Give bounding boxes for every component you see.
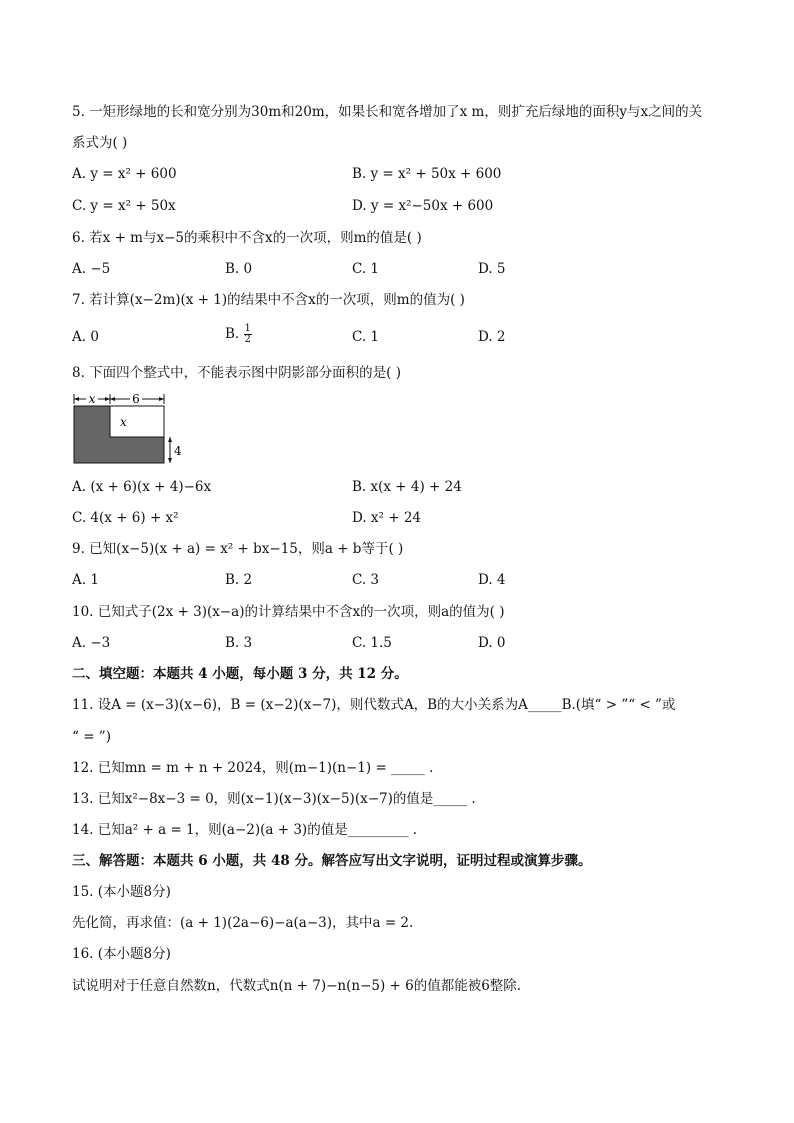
q8-option-c: C. 4(x + 6) + x²: [72, 510, 179, 526]
q15-title: 15. (本小题8分): [72, 884, 171, 900]
q10-option-c: C. 1.5: [352, 635, 392, 651]
fig-label-x-top: x: [88, 392, 96, 406]
q9-stem: 9. 已知(x−5)(x + a) = x² + bx−15，则a + b等于( ): [72, 541, 404, 557]
q7-option-d: D. 2: [478, 329, 506, 345]
section-solution-heading: 三、解答题：本题共 6 小题，共 48 分。解答应写出文字说明，证明过程或演算步骤。: [72, 853, 592, 869]
q5-stem-line2: 系式为( ): [72, 135, 128, 151]
fig-label-x-inner: x: [120, 415, 127, 429]
q10-option-d: D. 0: [478, 635, 506, 651]
q14: 14. 已知a² + a = 1，则(a−2)(a + 3)的值是_________ .: [72, 822, 418, 838]
q10-stem: 10. 已知式子(2x + 3)(x−a)的计算结果中不含x的一次项，则a的值为( ): [72, 604, 505, 620]
fig-label-4: 4: [174, 444, 182, 458]
q5-option-a: A. y = x² + 600: [72, 166, 177, 182]
q7-stem: 7. 若计算(x−2m)(x + 1)的结果中不含x的一次项，则m的值为( ): [72, 292, 465, 308]
q12: 12. 已知mn = m + n + 2024，则(m−1)(n−1) = _____ .: [72, 760, 434, 776]
q6-option-a: A. −5: [72, 261, 111, 277]
q6-stem: 6. 若x + m与x−5的乘积中不含x的一次项，则m的值是( ): [72, 230, 422, 246]
q6-option-d: D. 5: [478, 261, 506, 277]
fraction-numerator: 1: [244, 323, 251, 334]
q9-option-c: C. 3: [352, 572, 380, 588]
q7-option-c: C. 1: [352, 329, 380, 345]
q16-title: 16. (本小题8分): [72, 946, 171, 962]
q8-option-d: D. x² + 24: [352, 510, 422, 526]
q15-body: 先化简，再求值：(a + 1)(2a−6)−a(a−3)，其中a = 2.: [72, 915, 414, 931]
q6-option-c: C. 1: [352, 261, 380, 277]
q11-line2: “ = ”): [72, 729, 111, 745]
q5-option-c: C. y = x² + 50x: [72, 198, 176, 214]
q8-shaded-figure: [72, 391, 192, 467]
q8-option-b: B. x(x + 4) + 24: [352, 479, 462, 495]
q5-option-b: B. y = x² + 50x + 600: [352, 166, 502, 182]
q7-option-a: A. 0: [72, 329, 99, 345]
q10-option-b: B. 3: [225, 635, 253, 651]
q16-body: 试说明对于任意自然数n，代数式n(n + 7)−n(n−5) + 6的值都能被6整除.: [72, 978, 522, 994]
q9-option-a: A. 1: [72, 572, 99, 588]
fig-label-6: 6: [132, 392, 140, 406]
q13: 13. 已知x²−8x−3 = 0，则(x−1)(x−3)(x−5)(x−7)的值是_____ .: [72, 791, 476, 807]
q7-option-b: [225, 324, 252, 345]
q7-option-b-label: B.: [225, 326, 240, 342]
q10-option-a: A. −3: [72, 635, 111, 651]
q11-line1: 11. 设A = (x−3)(x−6)，B = (x−2)(x−7)，则代数式A，B的大小关系为A_____B.(填“ > ”“ < ”或: [72, 697, 676, 713]
q7-option-b-fraction: [244, 324, 252, 345]
q8-stem: 8. 下面四个整式中，不能表示图中阴影部分面积的是( ): [72, 365, 401, 381]
q5-option-d: D. y = x²−50x + 600: [352, 198, 494, 214]
unshaded-rectangle: [110, 406, 164, 437]
q6-option-b: B. 0: [225, 261, 253, 277]
q9-option-d: D. 4: [478, 572, 506, 588]
q9-option-b: B. 2: [225, 572, 253, 588]
section-fill-in-heading: 二、填空题：本题共 4 小题，每小题 3 分，共 12 分。: [72, 666, 408, 682]
fraction-denominator: 2: [244, 334, 251, 345]
q5-stem-line1: 5. 一矩形绿地的长和宽分别为30m和20m，如果长和宽各增加了x m，则扩充后绿地的面积y与x之间的关: [72, 104, 703, 120]
q8-option-a: A. (x + 6)(x + 4)−6x: [72, 479, 212, 495]
